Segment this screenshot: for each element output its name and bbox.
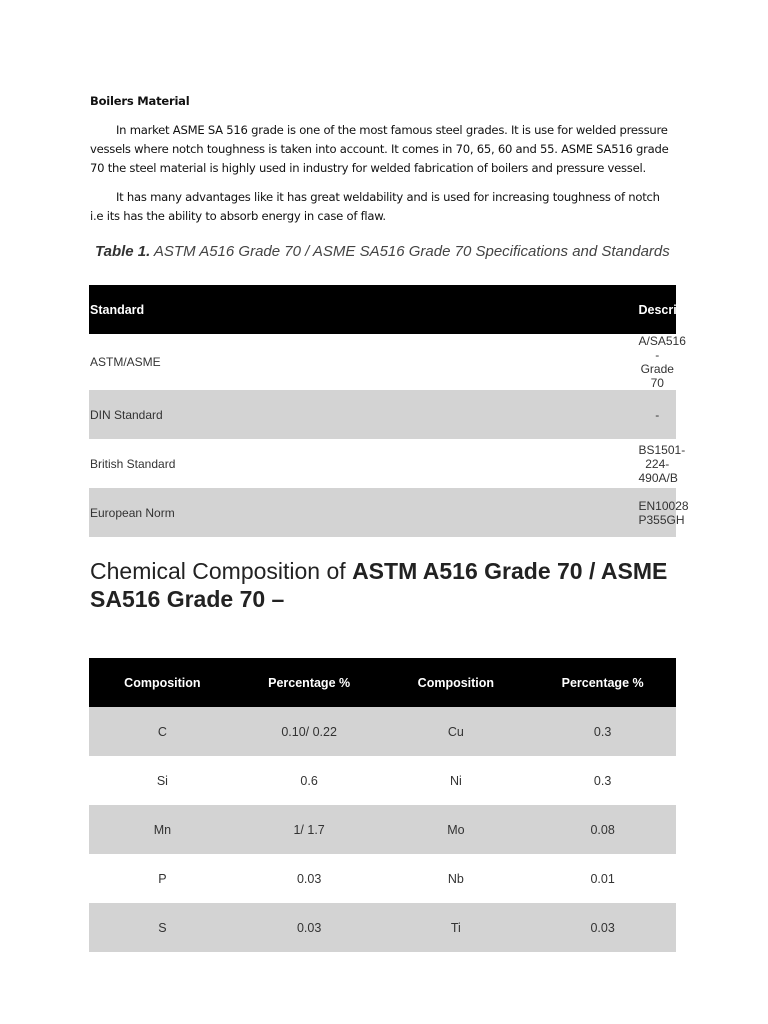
section-title: Boilers Material [90,94,190,108]
percentage-cell: 0.01 [590,871,615,886]
element-cell: Ni [449,773,462,788]
standard-cell: ASTM/ASME [90,355,161,369]
table-row [89,854,676,903]
table-row [89,805,676,854]
heading-bold-text: ASTM A516 Grade 70 / ASME SA516 Grade 70 – [90,558,668,612]
element-cell: Cu [447,724,464,739]
percentage-cell: 0.3 [593,773,612,788]
chemical-composition-table [89,658,676,952]
table-row [89,334,676,390]
table-caption-label: Table 1. [95,243,151,260]
table-row [89,390,676,439]
table-row [89,707,676,756]
standard-cell: British Standard [90,456,176,471]
paragraph-1: In market ASME SA 516 grade is one of the most famous steel grades. It is use for welded pressure vessels where notch toughness is taken into account. It comes in 70, 65, 60 and 55. ASME SA516 grade 70 the steel material is highly used in industry for welded fabrication of boilers and pressure vessel. [90,123,669,175]
table-row [89,756,676,805]
standard-cell: DIN Standard [90,407,163,422]
element-cell: Si [156,773,168,788]
element-cell: C [157,724,167,739]
chemical-table-container [89,658,676,935]
element-cell: Mn [153,822,172,837]
heading-text: Chemical Composition of [90,558,353,584]
percentage-cell: 1/ 1.7 [293,822,325,837]
percentage-cell: 0.10/ 0.22 [281,724,337,739]
table-row [89,488,676,537]
standards-table [89,285,708,537]
header-composition: Composition [417,675,495,690]
percentage-cell: 0.08 [590,822,615,837]
element-cell: Nb [447,871,464,886]
description-cell: EN10028 P355GH [638,498,689,527]
element-cell: Ti [450,920,461,935]
element-cell: S [158,920,167,935]
paragraph-2: It has many advantages like it has great weldability and is used for increasing toughness of notch i.e its has the ability to absorb energy in case of flaw. [90,190,660,223]
chemical-composition-heading [90,557,690,613]
percentage-cell: 0.6 [300,773,318,788]
percentage-cell: 0.03 [296,871,322,886]
percentage-cell: 0.3 [593,724,612,739]
element-cell: Mo [447,822,465,837]
description-cell: - [655,407,660,422]
header-composition: Composition [124,675,201,690]
header-standard: Standard [90,302,145,317]
percentage-cell: 0.03 [296,920,322,935]
header-description: Description [638,302,708,317]
standard-cell: European Norm [90,505,175,520]
table-row [89,439,676,488]
standards-header-row [89,285,676,334]
chemical-header-row [89,658,676,707]
table-row [89,903,676,952]
description-cell: BS1501-224-490A/B [638,442,686,485]
element-cell: P [158,871,167,886]
table-caption [95,243,670,260]
header-percentage: Percentage % [268,675,351,690]
description-cell: A/SA516 - Grade 70 [638,334,686,390]
table-caption-text: ASTM A516 Grade 70 / ASME SA516 Grade 70 Specifications and Standards [150,243,670,260]
percentage-cell: 0.03 [590,920,615,935]
header-percentage: Percentage % [561,675,644,690]
